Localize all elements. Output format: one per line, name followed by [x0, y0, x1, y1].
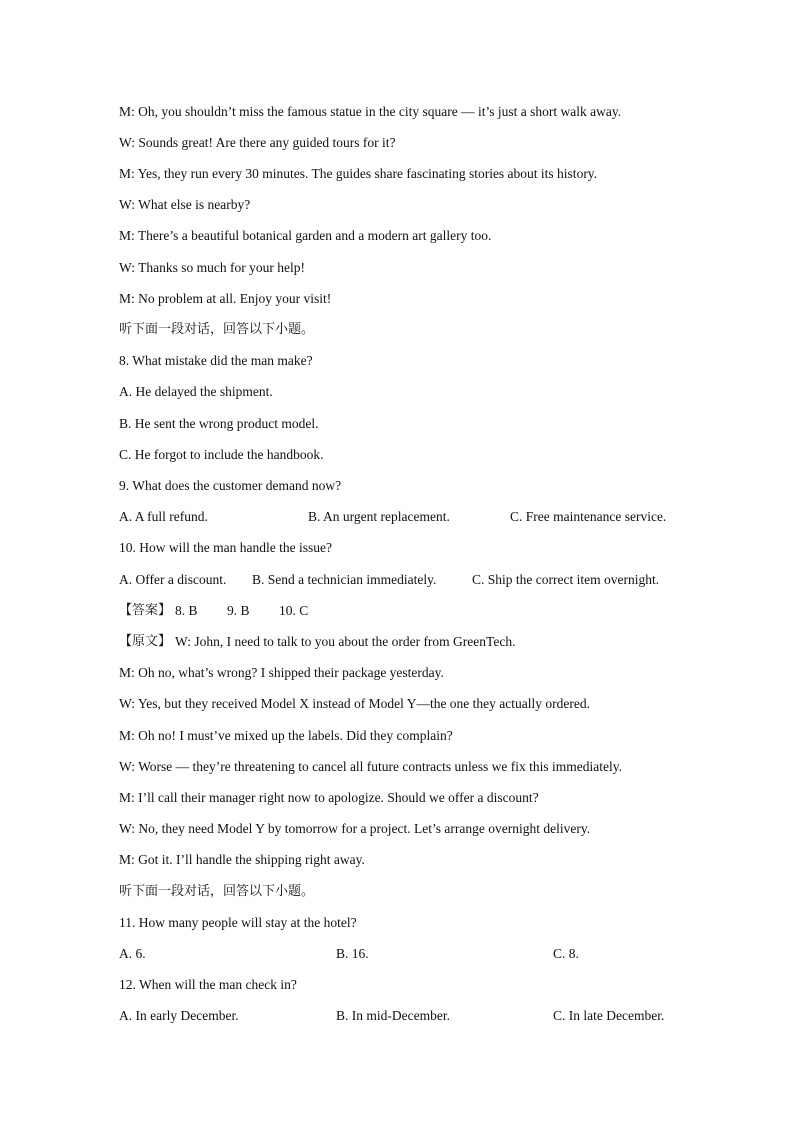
- q9-option-c: C. Free maintenance service.: [510, 509, 667, 524]
- question-12: 12. When will the man check in?: [119, 977, 297, 992]
- question-8: 8. What mistake did the man make?: [119, 353, 313, 368]
- transcript-line: M: Oh no, what’s wrong? I shipped their package yesterday.: [119, 665, 444, 680]
- q9-option-a: A. A full refund.: [119, 509, 208, 524]
- question-9: 9. What does the customer demand now?: [119, 478, 342, 493]
- q8-option-b: B. He sent the wrong product model.: [119, 416, 319, 431]
- dialogue-line: M: Oh, you shouldn’t miss the famous statue in the city square — it’s just a short walk away.: [119, 104, 622, 119]
- transcript-line: W: John, I need to talk to you about the order from GreenTech.: [175, 634, 516, 649]
- transcript-line: M: Oh no! I must’ve mixed up the labels. Did they complain?: [119, 728, 453, 743]
- transcript-label: 【原文】: [119, 634, 172, 649]
- transcript-line: W: No, they need Model Y by tomorrow for a project. Let’s arrange overnight delivery.: [119, 821, 591, 836]
- answer-10: 10. C: [279, 603, 309, 618]
- q12-option-b: B. In mid-December.: [336, 1008, 450, 1023]
- dialogue-line: W: Thanks so much for your help!: [119, 260, 305, 275]
- dialogue-line: M: Yes, they run every 30 minutes. The guides share fascinating stories about its history.: [119, 166, 598, 181]
- q11-option-b: B. 16.: [336, 946, 369, 961]
- answer-8: 8. B: [175, 603, 198, 618]
- q8-option-c: C. He forgot to include the handbook.: [119, 447, 324, 462]
- dialogue-line: W: Sounds great! Are there any guided tours for it?: [119, 135, 396, 150]
- section-heading: 听下面一段对话，回答以下小题。: [119, 322, 315, 337]
- question-10: 10. How will the man handle the issue?: [119, 540, 332, 555]
- question-11: 11. How many people will stay at the hotel?: [119, 915, 357, 930]
- transcript-line: M: Got it. I’ll handle the shipping right away.: [119, 852, 365, 867]
- section-heading: 听下面一段对话，回答以下小题。: [119, 884, 315, 899]
- q10-option-c: C. Ship the correct item overnight.: [472, 572, 660, 587]
- transcript-line: W: Worse — they’re threatening to cancel all future contracts unless we fix this immediately.: [119, 759, 622, 774]
- transcript-line: M: I’ll call their manager right now to apologize. Should we offer a discount?: [119, 790, 539, 805]
- q10-option-b: B. Send a technician immediately.: [252, 572, 437, 587]
- q12-option-a: A. In early December.: [119, 1008, 239, 1023]
- q8-option-a: A. He delayed the shipment.: [119, 384, 273, 399]
- q10-option-a: A. Offer a discount.: [119, 572, 227, 587]
- answer-label: 【答案】: [119, 603, 172, 618]
- answer-9: 9. B: [227, 603, 250, 618]
- transcript-line: W: Yes, but they received Model X instead of Model Y—the one they actually ordered.: [119, 696, 590, 711]
- q12-option-c: C. In late December.: [553, 1008, 665, 1023]
- dialogue-line: M: There’s a beautiful botanical garden and a modern art gallery too.: [119, 228, 492, 243]
- q11-option-c: C. 8.: [553, 946, 579, 961]
- dialogue-line: M: No problem at all. Enjoy your visit!: [119, 291, 332, 306]
- q11-option-a: A. 6.: [119, 946, 146, 961]
- q9-option-b: B. An urgent replacement.: [308, 509, 450, 524]
- dialogue-line: W: What else is nearby?: [119, 197, 251, 212]
